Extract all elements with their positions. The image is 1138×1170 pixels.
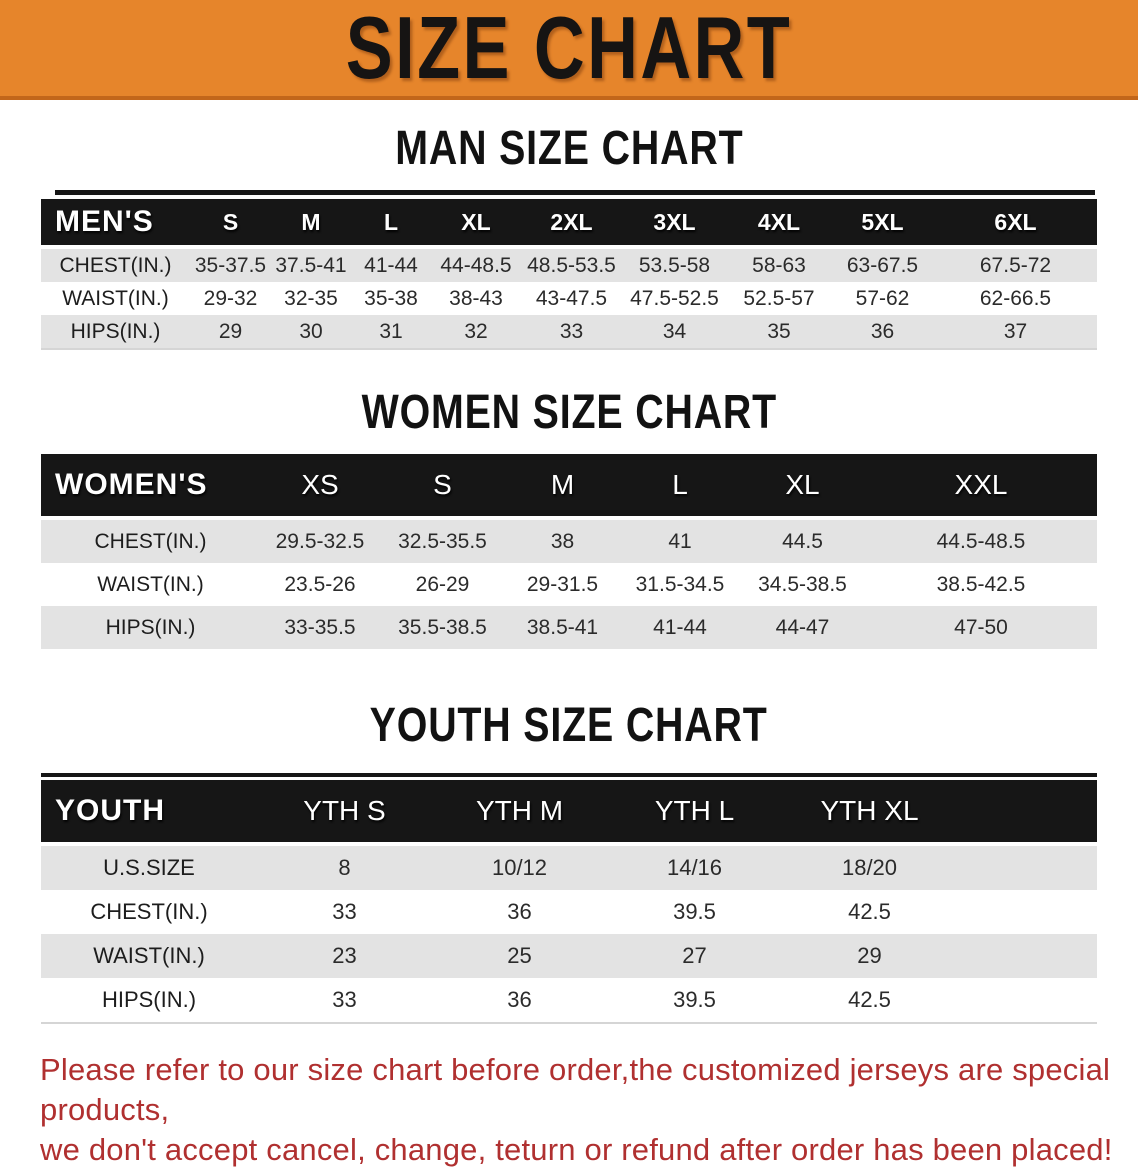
value-cell: 63-67.5 [846, 253, 919, 277]
value-cell: 62-66.5 [979, 286, 1052, 310]
men-hips-row [41, 315, 1097, 350]
value-cell: 31 [379, 319, 403, 343]
value-cell: 38.5-42.5 [936, 572, 1026, 596]
youth-table-top-rule [41, 773, 1097, 777]
women-hips-row [41, 606, 1097, 649]
men-size-table [41, 190, 1097, 350]
women-size-header-cell: L [672, 469, 688, 500]
value-cell: 34.5-38.5 [758, 572, 847, 596]
men-size-header-cell: S [222, 208, 239, 235]
youth-table-title: YOUTH [55, 794, 165, 827]
youth-table-header-row [41, 780, 1097, 842]
men-size-header-cell: L [383, 208, 399, 235]
value-cell: 36 [870, 319, 895, 343]
value-cell: 53.5-58 [638, 253, 711, 277]
value-cell: 42.5 [848, 987, 891, 1012]
youth-hips-row [41, 978, 1097, 1024]
value-cell: 39.5 [673, 987, 716, 1012]
value-cell: 57-62 [855, 286, 910, 310]
youth-size-header-cell: YTH S [303, 795, 386, 826]
order-policy-note-line1: Please refer to our size chart before order,the customized jerseys are special products, [40, 1052, 1111, 1127]
value-cell: 48.5-53.5 [527, 253, 616, 277]
value-cell: 47.5-52.5 [630, 286, 719, 310]
row-label: HIPS(IN.) [101, 987, 197, 1012]
value-cell: 47-50 [954, 615, 1008, 639]
value-cell: 41-44 [653, 615, 707, 639]
value-cell: 33 [332, 899, 357, 924]
row-label: CHEST(IN.) [94, 529, 207, 553]
value-cell: 38.5-41 [526, 615, 599, 639]
value-cell: 34 [662, 319, 687, 343]
value-cell: 27 [682, 943, 707, 968]
value-cell: 10/12 [491, 855, 548, 880]
youth-section-heading [0, 701, 1138, 751]
value-cell: 38-43 [449, 286, 503, 310]
men-size-header-cell: 4XL [757, 208, 801, 235]
women-size-header-cell: XL [785, 469, 820, 500]
value-cell: 30 [299, 319, 323, 343]
women-size-header-cell: S [433, 469, 452, 500]
row-label: CHEST(IN.) [90, 899, 208, 924]
women-chest-row [41, 520, 1097, 563]
value-cell: 41-44 [364, 253, 418, 277]
women-size-table [41, 454, 1097, 649]
value-cell: 29.5-32.5 [275, 529, 365, 553]
value-cell: 36 [507, 899, 532, 924]
value-cell: 23.5-26 [284, 572, 356, 596]
banner [0, 0, 1138, 100]
page-title: SIZE CHART [345, 0, 793, 97]
value-cell: 41 [668, 529, 692, 553]
value-cell: 35.5-38.5 [398, 615, 487, 639]
men-size-header-cell: 5XL [861, 208, 904, 235]
men-table-top-rule [55, 190, 1095, 195]
row-label: CHEST(IN.) [59, 253, 172, 277]
value-cell: 32-35 [284, 286, 338, 310]
value-cell: 42.5 [848, 899, 891, 924]
value-cell: 44.5-48.5 [936, 529, 1026, 553]
men-waist-row [41, 282, 1097, 315]
value-cell: 29-32 [203, 286, 258, 310]
youth-waist-row [41, 934, 1097, 978]
value-cell: 32 [464, 319, 488, 343]
value-cell: 44-47 [775, 615, 830, 639]
value-cell: 37.5-41 [275, 253, 347, 277]
row-label: HIPS(IN.) [70, 319, 161, 343]
youth-size-table [41, 773, 1097, 1024]
men-table-header-row [41, 199, 1097, 245]
man-section-heading [0, 124, 1138, 174]
men-size-header-cell: M [301, 208, 321, 235]
youth-section-heading-text: YOUTH SIZE CHART [370, 699, 768, 752]
value-cell: 29-31.5 [526, 572, 599, 596]
value-cell: 25 [507, 943, 532, 968]
men-size-header-cell: 6XL [994, 208, 1037, 235]
youth-ussize-row [41, 846, 1097, 890]
man-section-heading-text: MAN SIZE CHART [394, 122, 744, 175]
women-size-header-cell: XXL [954, 469, 1008, 500]
women-table-title: WOMEN'S [55, 468, 208, 501]
order-policy-note-line2: we don't accept cancel, change, teturn or refund after order has been placed! [40, 1132, 1113, 1167]
women-section-heading [0, 388, 1138, 438]
value-cell: 33 [332, 987, 357, 1012]
women-table-header-row [41, 454, 1097, 516]
women-size-header-cell: XS [301, 469, 339, 500]
men-table-title: MEN'S [55, 205, 154, 238]
value-cell: 43-47.5 [535, 286, 608, 310]
value-cell: 26-29 [415, 572, 470, 596]
row-label: U.S.SIZE [103, 855, 195, 880]
value-cell: 37 [1003, 319, 1028, 343]
value-cell: 52.5-57 [743, 286, 815, 310]
value-cell: 14/16 [666, 855, 723, 880]
value-cell: 18/20 [841, 855, 898, 880]
women-waist-row [41, 563, 1097, 606]
men-size-header-cell: 3XL [653, 208, 696, 235]
order-policy-note [40, 1050, 1118, 1170]
row-label: WAIST(IN.) [93, 943, 205, 968]
men-size-header-cell: XL [461, 208, 491, 235]
value-cell: 67.5-72 [979, 253, 1052, 277]
women-size-header-cell: M [550, 469, 575, 500]
value-cell: 29 [857, 943, 882, 968]
youth-size-header-cell: YTH XL [820, 795, 919, 826]
youth-size-header-cell: YTH L [654, 795, 735, 826]
value-cell: 36 [507, 987, 532, 1012]
value-cell: 35-37.5 [194, 253, 267, 277]
youth-size-header-cell: YTH M [475, 795, 564, 826]
value-cell: 44-48.5 [440, 253, 512, 277]
value-cell: 31.5-34.5 [635, 572, 725, 596]
women-section-heading-text: WOMEN SIZE CHART [361, 386, 777, 439]
youth-chest-row [41, 890, 1097, 934]
value-cell: 39.5 [673, 899, 716, 924]
men-size-header-cell: 2XL [550, 208, 593, 235]
value-cell: 33 [559, 319, 584, 343]
value-cell: 32.5-35.5 [398, 529, 487, 553]
value-cell: 35 [767, 319, 791, 343]
row-label: WAIST(IN.) [97, 572, 204, 596]
value-cell: 23 [332, 943, 357, 968]
value-cell: 44.5 [782, 529, 823, 553]
value-cell: 58-63 [752, 253, 806, 277]
men-chest-row [41, 249, 1097, 282]
value-cell: 33-35.5 [284, 615, 356, 639]
row-label: HIPS(IN.) [105, 615, 196, 639]
value-cell: 8 [338, 855, 351, 880]
value-cell: 38 [550, 529, 575, 553]
value-cell: 29 [218, 319, 243, 343]
row-label: WAIST(IN.) [62, 286, 169, 310]
value-cell: 35-38 [364, 286, 418, 310]
